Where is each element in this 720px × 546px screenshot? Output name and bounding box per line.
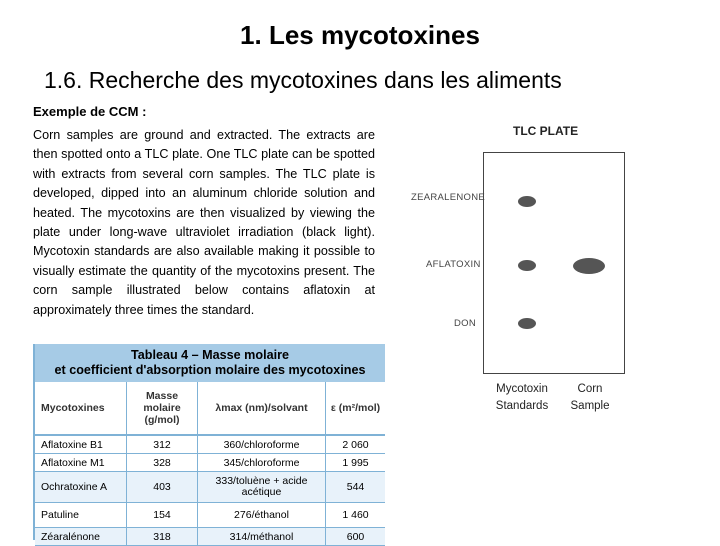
tlc-spot-aflatoxin-standard (518, 260, 536, 271)
tlc-plate (483, 152, 625, 374)
page-subtitle: 1.6. Recherche des mycotoxines dans les aliments (44, 67, 562, 93)
tlc-spot-aflatoxin-sample (573, 258, 605, 274)
mycotoxin-table (33, 344, 385, 543)
table-header-row (35, 382, 385, 435)
table-title-line1: Tableau 4 – Masse molaire (131, 348, 289, 362)
cell-lambda: 276/éthanol (198, 503, 326, 528)
table-row (35, 472, 385, 503)
cell-lambda: 314/méthanol (198, 528, 326, 546)
tlc-caption-standards-line2: Standards (495, 400, 549, 412)
cell-eps: 544 (326, 472, 386, 503)
tlc-caption-sample-line1: Corn (577, 383, 603, 395)
cell-mass: 318 (127, 528, 198, 546)
header-masse-molaire: Masse molaire (g/mol) (127, 382, 198, 435)
cell-mass: 403 (127, 472, 198, 503)
page-title-text: 1. Les mycotoxines (240, 20, 480, 50)
cell-eps: 1 460 (326, 503, 386, 528)
table-row (35, 528, 385, 546)
cell-name: Aflatoxine M1 (35, 454, 127, 472)
cell-lambda: 333/toluène + acide acétique (198, 472, 326, 503)
cell-name: Zéaralénone (35, 528, 127, 546)
table-row (35, 454, 385, 472)
header-lambda-max: λmax (nm)/solvant (198, 382, 326, 435)
tlc-label-zearalenone: ZEARALENONE (411, 192, 486, 203)
tlc-caption-standards (486, 383, 558, 412)
tlc-spot-zearalenone-standard (518, 196, 536, 207)
table-row (35, 435, 385, 454)
table-title-line2: et coefficient d'absorption molaire des mycotoxines (54, 363, 366, 377)
example-label: Exemple de CCM : (33, 104, 147, 119)
tlc-caption-sample-line2: Sample (570, 400, 610, 412)
table-title (35, 344, 385, 382)
cell-lambda: 345/chloroforme (198, 454, 326, 472)
cell-mass: 154 (127, 503, 198, 528)
cell-name: Ochratoxine A (35, 472, 127, 503)
tlc-spot-don-standard (518, 318, 536, 329)
cell-name: Aflatoxine B1 (35, 435, 127, 454)
page-title (0, 20, 720, 51)
tlc-caption-sample (565, 383, 615, 412)
cell-eps: 1 995 (326, 454, 386, 472)
tlc-caption-standards-line1: Mycotoxin (496, 383, 548, 395)
cell-mass: 312 (127, 435, 198, 454)
table-row (35, 503, 385, 528)
cell-eps: 2 060 (326, 435, 386, 454)
cell-mass: 328 (127, 454, 198, 472)
tlc-label-aflatoxin: AFLATOXIN (426, 259, 481, 270)
header-mycotoxines: Mycotoxines (35, 382, 127, 435)
header-epsilon: ε (m²/mol) (326, 382, 386, 435)
table-body (35, 382, 385, 546)
example-text: Corn samples are ground and extracted. The extracts are then spotted onto a TLC plate. One TLC plate can be spotted with extracts from several corn samples. The TLC plate is developed, dipped into an aluminum chloride solution and heated. The mycotoxins are then visualized by viewing the plate under long-wave ultraviolet irradiation (black light). Mycotoxin standards are also available making it possible to visually estimate the quantity of the mycotoxins present. The corn sample illustrated below contains aflatoxin at approximately three times the standard. (33, 128, 375, 317)
cell-eps: 600 (326, 528, 386, 546)
cell-name: Patuline (35, 503, 127, 528)
tlc-label-don: DON (454, 318, 477, 329)
cell-lambda: 360/chloroforme (198, 435, 326, 454)
tlc-plate-title: TLC PLATE (513, 124, 579, 138)
